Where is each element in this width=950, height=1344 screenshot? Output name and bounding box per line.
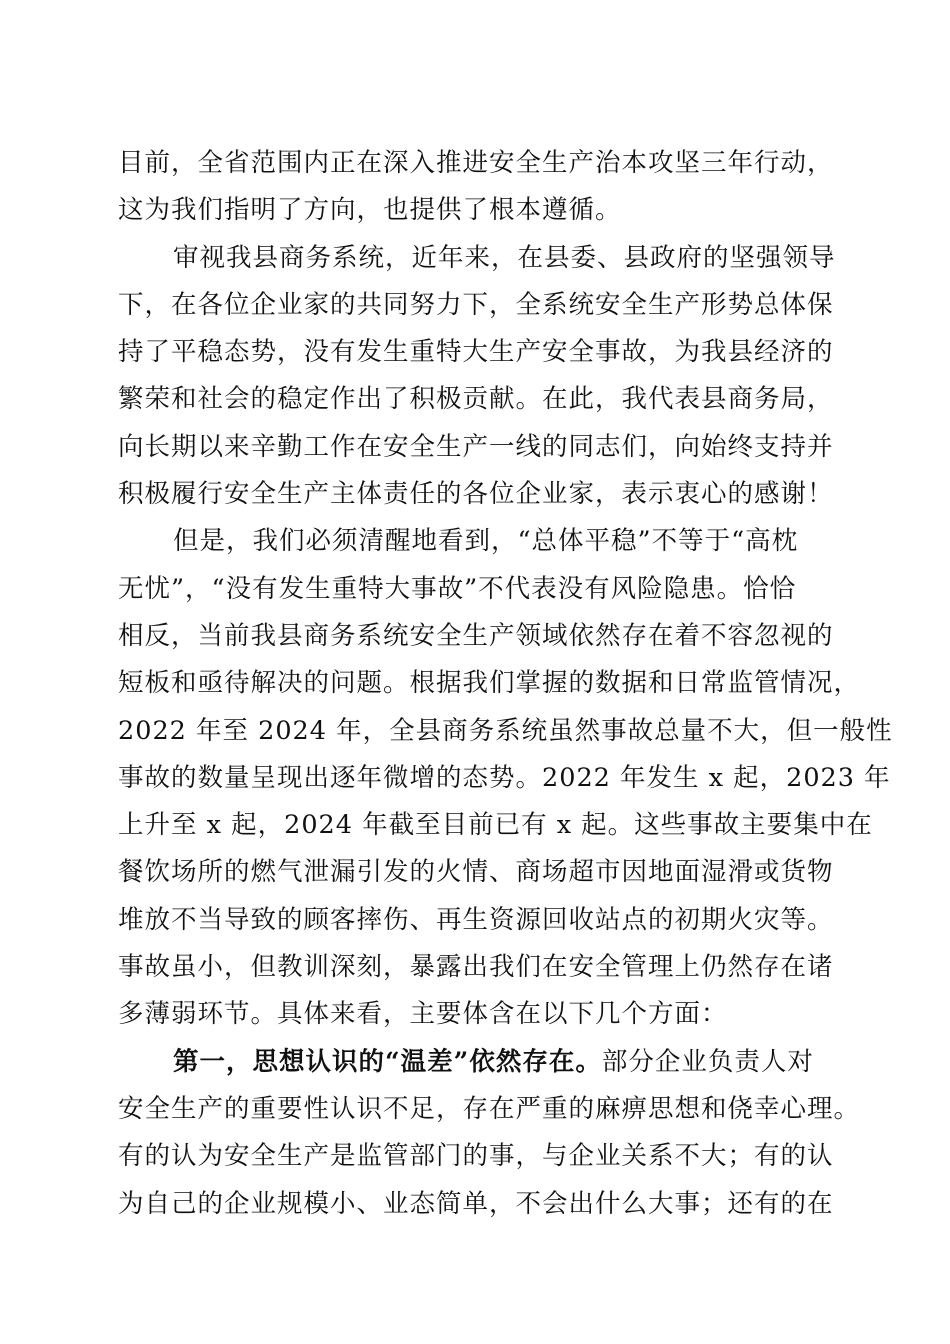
text-line: 相反，当前我县商务系统安全生产领域依然存在着不容忽视的 [118,620,834,651]
text-line: 堆放不当导致的顾客摔伤、再生资源回收站点的初期火灾等。 [118,904,834,935]
text-line: 无忧”，“没有发生重特大事故”不代表没有风险隐患。恰恰 [118,573,797,604]
text-line: 繁荣和社会的稳定作出了积极贡献。在此，我代表县商务局， [118,384,834,415]
text-line: 目前，全省范围内正在深入推进安全生产治本攻坚三年行动， [118,148,834,178]
text-line: 为自己的企业规模小、业态简单，不会出什么大事；还有的在 [118,1188,834,1219]
text-line: 积极履行安全生产主体责任的各位企业家，表示衷心的感谢！ [118,479,834,510]
paragraph-start: 但是，我们必须清醒地看到，“总体平稳”不等于“高枕 [173,526,799,557]
text-line: 向长期以来辛勤工作在安全生产一线的同志们，向始终支持并 [118,431,834,462]
text-line: 上升至 x 起，2024 年截至目前已有 x 起。这些事故主要集中在 [118,810,873,841]
text-line: 持了平稳态势，没有发生重特大生产安全事故，为我县经济的 [118,337,834,368]
text-line: 2022 年至 2024 年，全县商务系统虽然事故总量不大，但一般性 [118,715,893,746]
text-run: 部分企业负责人对 [601,1046,814,1077]
section-heading: 第一，思想认识的“温差”依然存在。 [173,1046,602,1077]
paragraph-start [118,1039,836,1086]
paragraph-start: 审视我县商务系统，近年来，在县委、县政府的坚强领导 [173,242,836,273]
text-line: 下，在各位企业家的共同努力下，全系统安全生产形势总体保 [118,289,834,320]
text-line: 餐饮场所的燃气泄漏引发的火情、商场超市因地面湿滑或货物 [118,857,834,888]
text-line: 短板和亟待解决的问题。根据我们掌握的数据和日常监管情况， [118,668,861,699]
document-body [118,140,893,1228]
text-line: 多薄弱环节。具体来看，主要体含在以下几个方面： [118,999,728,1030]
text-line: 安全生产的重要性认识不足，存在严重的麻痹思想和侥幸心理。 [118,1093,861,1124]
text-line: 有的认为安全生产是监管部门的事，与企业关系不大；有的认 [118,1141,834,1172]
text-line: 事故的数量呈现出逐年微增的态势。2022 年发生 x 起，2023 年 [118,762,891,793]
text-line: 这为我们指明了方向，也提供了根本遵循。 [118,195,622,226]
text-line: 事故虽小，但教训深刻，暴露出我们在安全管理上仍然存在诸 [118,952,834,983]
